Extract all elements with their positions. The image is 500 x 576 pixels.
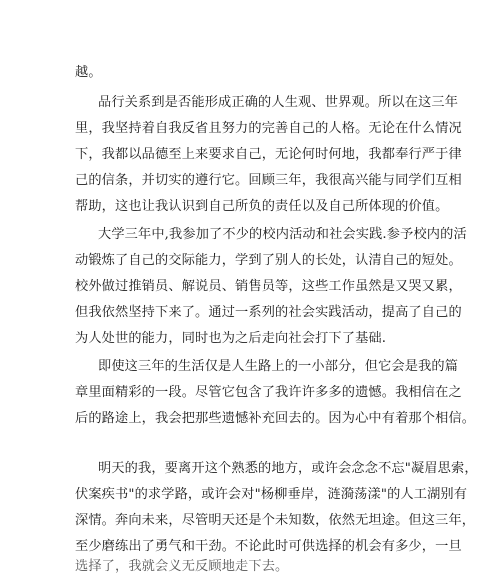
text-line: 动锻炼了自己的交际能力，学到了别人的长处，认清自己的短处。 [75,253,462,268]
text-line: 至少磨练出了勇气和干劲。不论此时可供选择的机会有多少，一旦 [75,539,462,554]
text-line: 深情。奔向未来，尽管明天还是个未知数，依然无坦途。但这三年， [75,513,476,528]
text-line: 帮助，这也让我认识到自己所负的责任以及自己所体现的价值。 [75,199,449,214]
text-line: 后的路途上，我会把那些遗憾补充回去的。因为心中有着那个相信。 [75,411,476,426]
text-line: 明天的我，要离开这个熟悉的地方，或许会念念不忘"凝眉思索， [98,461,478,476]
text-line: 越。 [75,65,102,80]
text-line: 校外做过推销员、解说员、销售员等，这些工作虽然是又哭又累， [75,279,462,294]
text-line: 选择了，我就会义无反顾地走下去。 [75,559,289,574]
text-line: 下，我都以品德至上来要求自己，无论何时何地，我都奉行严于律 [75,147,462,162]
text-line: 品行关系到是否能形成正确的人生观、世界观。所以在这三年 [98,95,459,110]
text-line: 己的信条，并切实的遵行它。回顾三年，我很高兴能与同学们互相 [75,173,462,188]
text-line: 章里面精彩的一段。尽管它包含了我许许多多的遗憾。我相信在之 [75,385,462,400]
text-line: 伏案疾书"的求学路，或许会对"杨柳垂岸，涟漪荡漾"的人工湖别有 [75,487,468,502]
text-line: 大学三年中,我参加了不少的校内活动和社会实践.参予校内的活 [98,227,467,242]
text-line: 里，我坚持着自我反省且努力的完善自己的人格。无论在什么情况 [75,121,462,136]
text-line: 为人处世的能力，同时也为之后走向社会打下了基础. [75,331,387,346]
text-line: 但我依然坚持下来了。通过一系列的社会实践活动，提高了自己的 [75,305,462,320]
text-line: 即使这三年的生活仅是人生路上的一小部分，但它会是我的篇 [98,359,459,374]
